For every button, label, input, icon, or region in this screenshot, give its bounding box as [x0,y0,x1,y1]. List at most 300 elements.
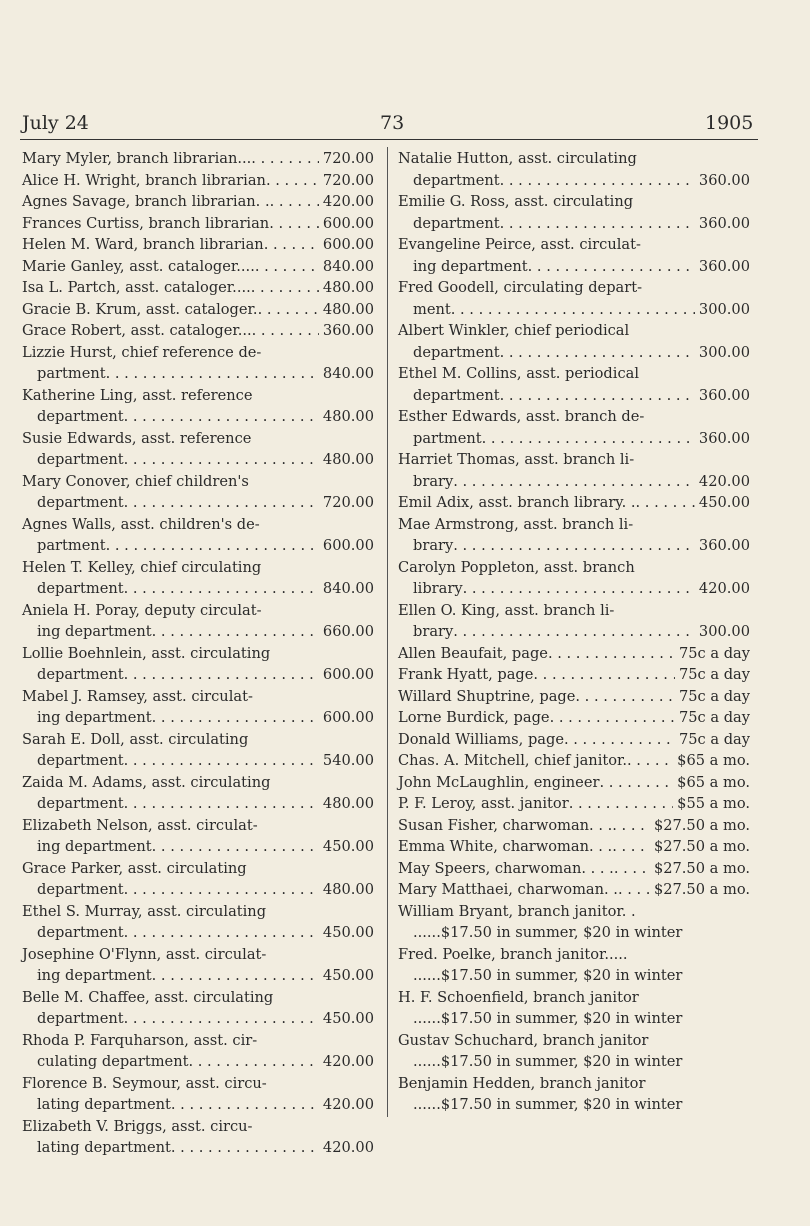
salary-amount: 480.00 [322,795,374,812]
entry-continuation [22,664,374,686]
employee-name: Ellen O. King, asst. branch li- [398,601,615,619]
salary-amount: 420.00 [322,193,374,210]
entry-continuation [22,1137,374,1159]
employee-name: Donald Williams, page [398,730,564,748]
wage-rate: $55 a mo. [677,795,750,812]
seasonal-pay-line [398,1008,750,1030]
wage-rate: $65 a mo. [677,752,750,769]
salary-amount: 300.00 [698,300,750,318]
position-continuation: brary [413,623,454,640]
salary-amount: 600.00 [322,214,374,232]
dot-leader [152,621,319,643]
salary-entry [22,148,374,170]
wage-rate: 75c a day [678,730,750,748]
entry-continuation [398,342,750,364]
salary-amount: 420.00 [322,1096,374,1113]
salary-amount: 480.00 [322,408,374,425]
dot-leader [258,299,319,321]
dot-leader [124,879,319,901]
entry-continuation [398,256,750,278]
salary-amount: 360.00 [698,429,750,447]
salary-amount: 420.00 [698,580,750,597]
position-continuation: department [37,1010,124,1027]
wage-rate: $27.50 a mo. [653,816,750,834]
salary-entry [398,191,750,234]
employee-name: Agnes Walls, asst. children's de- [22,515,260,533]
employee-name: John McLaughlin, engineer [398,773,600,791]
entry-continuation [398,213,750,235]
salary-amount: 480.00 [322,300,374,318]
dot-leader [124,664,319,686]
employee-name: Florence B. Seymour, asst. circu- [22,1074,267,1092]
salary-entry [398,492,750,514]
employee-name: Mary Conover, chief children's [22,472,249,490]
employee-name: Elizabeth V. Briggs, asst. circu- [22,1117,253,1135]
wage-entry [398,643,750,665]
salary-amount: 450.00 [322,967,374,984]
salary-amount: 360.00 [698,537,750,554]
employee-name: Natalie Hutton, asst. circulating [398,150,637,167]
salary-entry [398,600,750,643]
dot-leader [528,256,695,278]
dot-leader [251,148,319,170]
dot-leader [251,277,319,299]
position-continuation: partment [37,537,106,554]
employee-name: Lizzie Hurst, chief reference de- [22,343,262,361]
position-continuation: department [37,580,124,597]
dot-leader [599,772,673,794]
salary-amount: 480.00 [322,279,374,296]
dot-leader [618,879,650,901]
salary-entry [22,557,374,600]
entry-line [22,170,374,192]
salary-amount: 450.00 [322,838,374,855]
entry-continuation [22,406,374,428]
dot-leader [124,793,319,815]
employee-name: Marie Ganley, asst. cataloger.... [22,257,255,275]
entry-continuation [398,578,750,600]
entry-line [22,191,374,213]
employee-name: Willard Shuptrine, page [398,687,576,705]
salary-entry [22,901,374,944]
salary-entry [22,772,374,815]
entry-continuation [398,621,750,643]
dot-leader [124,578,319,600]
entry-continuation [22,879,374,901]
dot-leader [188,1051,318,1073]
janitor-entry [398,987,750,1030]
employee-name: Carolyn Poppleton, asst. branch [398,558,635,576]
salary-entry [22,342,374,385]
dot-leader [500,342,695,364]
salary-entry [22,686,374,729]
entry-continuation [22,578,374,600]
employee-name: Mary Myler, branch librarian... [22,150,252,167]
position-continuation: department [37,795,124,812]
salary-amount: 600.00 [322,236,374,253]
employee-name: Mae Armstrong, asst. branch li- [398,515,634,533]
salary-amount: 360.00 [698,257,750,275]
salary-entry [398,277,750,320]
employee-name: Zaida M. Adams, asst. circulating [22,773,271,791]
salary-amount: 360.00 [698,386,750,404]
salary-amount: 420.00 [698,472,750,490]
employee-name: Esther Edwards, asst. branch de- [398,408,645,425]
right-column [398,148,750,1116]
employee-name: Sarah E. Doll, asst. circulating [22,730,249,748]
dot-leader [124,1008,319,1030]
entry-continuation [398,471,750,493]
dot-leader [451,299,695,321]
salary-amount: 600.00 [322,666,374,683]
position-continuation: lating department [37,1139,171,1156]
wage-rate: 75c a day [678,644,750,662]
employee-name: Lollie Boehnlein, asst. circulating [22,644,271,662]
salary-amount: 420.00 [322,1139,374,1156]
employee-name: Allen Beaufait, page [398,644,548,662]
position-continuation: brary [413,472,454,490]
salary-amount: 600.00 [322,709,374,726]
dot-leader [636,492,695,514]
employee-name: Grace Parker, asst. circulating [22,859,247,877]
employee-name: Ethel M. Collins, asst. periodical [398,365,639,382]
entry-continuation [398,385,750,407]
wage-entry [398,815,750,837]
position-continuation: lating department [37,1096,171,1113]
dot-leader [252,320,319,342]
salary-entry [22,320,374,342]
seasonal-pay-line [398,1051,750,1073]
dot-leader [533,664,675,686]
employee-name: Susan Fisher, charwoman. . . [398,816,613,834]
position-continuation: brary [413,537,454,554]
position-continuation: culating department [37,1053,189,1070]
salary-entry [22,729,374,772]
employee-name: Belle M. Chaffee, asst. circulating [22,988,274,1006]
salary-entry [22,514,374,557]
dot-leader [612,815,650,837]
salary-amount: 480.00 [322,881,374,898]
employee-name: Fred Goodell, circulating depart- [398,279,643,296]
salary-entry [22,987,374,1030]
dot-leader [482,428,695,450]
employee-name: Frank Hyatt, page [398,666,534,683]
salary-amount: 480.00 [322,451,374,468]
dot-leader [152,707,319,729]
salary-amount: 450.00 [322,1010,374,1027]
employee-name: Helen M. Ward, branch librarian [22,236,264,253]
salary-entry [398,557,750,600]
dot-leader [106,535,319,557]
dot-leader [463,578,695,600]
salary-entry [398,234,750,277]
header-year: 1905 [705,112,754,134]
column-divider [387,147,388,1117]
employee-name: Agnes Savage, branch librarian. . [22,193,270,210]
entry-continuation [22,1008,374,1030]
position-continuation: department [37,408,124,425]
salary-amount: 540.00 [322,752,374,769]
left-column [22,148,374,1159]
salary-amount: 450.00 [322,924,374,941]
position-continuation: department [37,451,124,468]
header-date: July 24 [22,112,89,134]
salary-entry [398,320,750,363]
dot-leader [575,686,675,708]
entry-continuation [22,363,374,385]
dot-leader [453,621,695,643]
entry-continuation [398,170,750,192]
salary-amount: 360.00 [322,322,374,339]
salary-entry [22,170,374,192]
employee-name: Susie Edwards, asst. reference [22,429,252,447]
entry-line [22,299,374,321]
entry-line [22,234,374,256]
salary-entry [22,1116,374,1159]
entry-continuation [22,750,374,772]
salary-amount: 360.00 [698,214,750,232]
dot-leader [269,213,319,235]
entry-line [22,148,374,170]
wage-rate: $27.50 a mo. [653,859,750,877]
employee-name: Helen T. Kelley, chief circulating [22,558,262,576]
janitor-entry [398,901,750,944]
salary-amount: 720.00 [322,171,374,189]
seasonal-pay: ......$17.50 in summer, $20 in winter [413,924,683,941]
dot-leader [614,858,650,880]
wage-entry [398,858,750,880]
janitor-entry [398,944,750,987]
employee-name: H. F. Schoenfield, branch janitor [398,988,639,1006]
salary-entry [22,213,374,235]
entry-continuation [22,836,374,858]
entry-continuation [22,707,374,729]
entry-continuation [22,1051,374,1073]
salary-entry [22,1030,374,1073]
position-continuation: department [413,343,500,361]
employee-name: Fred. Poelke, branch janitor..... [398,945,628,963]
dot-leader [500,385,695,407]
position-continuation: ment [413,300,451,318]
seasonal-pay-line [398,965,750,987]
entry-line [22,213,374,235]
position-continuation: ing department [37,623,152,640]
wage-entry [398,729,750,751]
entry-continuation [398,535,750,557]
entry-continuation [398,299,750,321]
salary-entry [22,858,374,901]
seasonal-pay: ......$17.50 in summer, $20 in winter [413,1096,683,1113]
dot-leader [453,471,695,493]
employee-name: Albert Winkler, chief periodical [398,322,630,339]
position-continuation: department [37,494,124,511]
employee-name: Emil Adix, asst. branch library. . [398,494,636,511]
salary-entry [22,944,374,987]
employee-name: Elizabeth Nelson, asst. circulat- [22,816,258,834]
position-continuation: department [37,752,124,769]
position-continuation: department [413,171,500,189]
wage-rate: $27.50 a mo. [653,838,750,855]
entry-continuation [22,793,374,815]
salary-entry [398,449,750,492]
dot-leader [124,922,319,944]
seasonal-pay-line [398,922,750,944]
dot-leader [627,750,673,772]
salary-entry [22,643,374,686]
salary-amount: 300.00 [698,623,750,640]
entry-continuation [398,428,750,450]
entry-line [22,320,374,342]
dot-leader [124,750,319,772]
dot-leader [124,406,319,428]
salary-entry [22,1073,374,1116]
entry-continuation [22,535,374,557]
entry-continuation [22,449,374,471]
entry-line [22,277,374,299]
dot-leader [500,213,695,235]
salary-amount: 660.00 [322,623,374,640]
salary-entry [22,191,374,213]
employee-name: Frances Curtiss, branch librarian [22,214,270,232]
wage-entry [398,836,750,858]
dot-leader [500,170,695,192]
position-continuation: partment [413,429,482,447]
employee-name: P. F. Leroy, asst. janitor [398,795,569,812]
position-continuation: department [413,214,500,232]
salary-entry [398,148,750,191]
wage-entry [398,793,750,815]
wage-entry [398,772,750,794]
position-continuation: department [37,881,124,898]
employee-name: Rhoda P. Farquharson, asst. cir- [22,1031,258,1049]
dot-leader [171,1137,319,1159]
position-continuation: department [37,924,124,941]
employee-name: May Speers, charwoman. . . . [398,859,614,877]
salary-amount: 600.00 [322,537,374,554]
salary-entry [22,815,374,858]
seasonal-pay: ......$17.50 in summer, $20 in winter [413,967,683,984]
salary-entry [22,234,374,256]
wage-entry [398,707,750,729]
dot-leader [569,793,673,815]
dot-leader [550,707,675,729]
dot-leader [152,965,319,987]
position-continuation: ing department [37,838,152,855]
employee-name: Benjamin Hedden, branch janitor [398,1074,646,1092]
seasonal-pay: ......$17.50 in summer, $20 in winter [413,1053,683,1070]
salary-entry [398,406,750,449]
wage-rate: 75c a day [678,666,750,683]
position-continuation: ing department [413,257,528,275]
janitor-entry [398,1073,750,1116]
employee-name: Mary Matthaei, charwoman. . [398,881,618,898]
dot-leader [548,643,675,665]
entry-line [398,492,750,514]
entry-continuation [22,621,374,643]
position-continuation: ing department [37,967,152,984]
salary-entry [22,385,374,428]
entry-continuation [22,965,374,987]
salary-amount: 450.00 [698,494,750,511]
dot-leader [171,1094,319,1116]
position-continuation: partment [37,365,106,382]
entry-continuation [22,1094,374,1116]
salary-entry [22,256,374,278]
salary-amount: 300.00 [698,343,750,361]
wage-entry [398,750,750,772]
salary-entry [22,277,374,299]
dot-leader [266,170,319,192]
position-continuation: ing department [37,709,152,726]
salary-amount: 840.00 [322,257,374,275]
position-continuation: library [413,580,463,597]
dot-leader [270,191,319,213]
employee-name: Evangeline Peirce, asst. circulat- [398,236,641,253]
employee-name: Chas. A. Mitchell, chief janitor. [398,752,628,769]
entry-continuation [22,492,374,514]
wage-rate: $27.50 a mo. [653,881,750,898]
employee-name: Aniela H. Poray, deputy circulat- [22,601,262,619]
employee-name: Mabel J. Ramsey, asst. circulat- [22,687,253,705]
employee-name: Lorne Burdick, page [398,709,550,726]
employee-name: Gustav Schuchard, branch janitor [398,1031,649,1049]
salary-entry [398,363,750,406]
employee-name: Ethel S. Murray, asst. circulating [22,902,267,920]
employee-name: Grace Robert, asst. cataloger... [22,322,252,339]
employee-name: Emilie G. Ross, asst. circulating [398,193,634,210]
employee-name: Katherine Ling, asst. reference [22,386,253,404]
employee-name: Harriet Thomas, asst. branch li- [398,451,635,468]
salary-entry [22,428,374,471]
employee-name: Emma White, charwoman. . . [398,838,613,855]
wage-entry [398,879,750,901]
wage-rate: 75c a day [678,687,750,705]
salary-entry [398,514,750,557]
employee-name: William Bryant, branch janitor. . [398,902,636,920]
salary-entry [22,600,374,643]
wage-rate: 75c a day [678,709,750,726]
position-continuation: department [37,666,124,683]
wage-entry [398,664,750,686]
employee-name: Josephine O'Flynn, asst. circulat- [22,945,267,963]
employee-name: Alice H. Wright, branch librarian [22,171,266,189]
page-number: 73 [380,112,405,134]
header-rule [20,139,758,140]
salary-amount: 840.00 [322,580,374,597]
employee-name: Gracie B. Krum, asst. cataloger. [22,300,258,318]
employee-name: Isa L. Partch, asst. cataloger.... [22,279,251,296]
dot-leader [152,836,319,858]
dot-leader [264,234,319,256]
dot-leader [612,836,650,858]
salary-amount: 420.00 [322,1053,374,1070]
dot-leader [564,729,675,751]
salary-amount: 360.00 [698,171,750,189]
seasonal-pay-line [398,1094,750,1116]
entry-line [22,256,374,278]
janitor-entry [398,1030,750,1073]
dot-leader [255,256,319,278]
salary-amount: 720.00 [322,494,374,511]
dot-leader [124,449,319,471]
position-continuation: department [413,386,500,404]
salary-amount: 720.00 [322,150,374,167]
salary-entry [22,299,374,321]
dot-leader [106,363,319,385]
dot-leader [453,535,695,557]
seasonal-pay: ......$17.50 in summer, $20 in winter [413,1010,683,1027]
salary-entry [22,471,374,514]
